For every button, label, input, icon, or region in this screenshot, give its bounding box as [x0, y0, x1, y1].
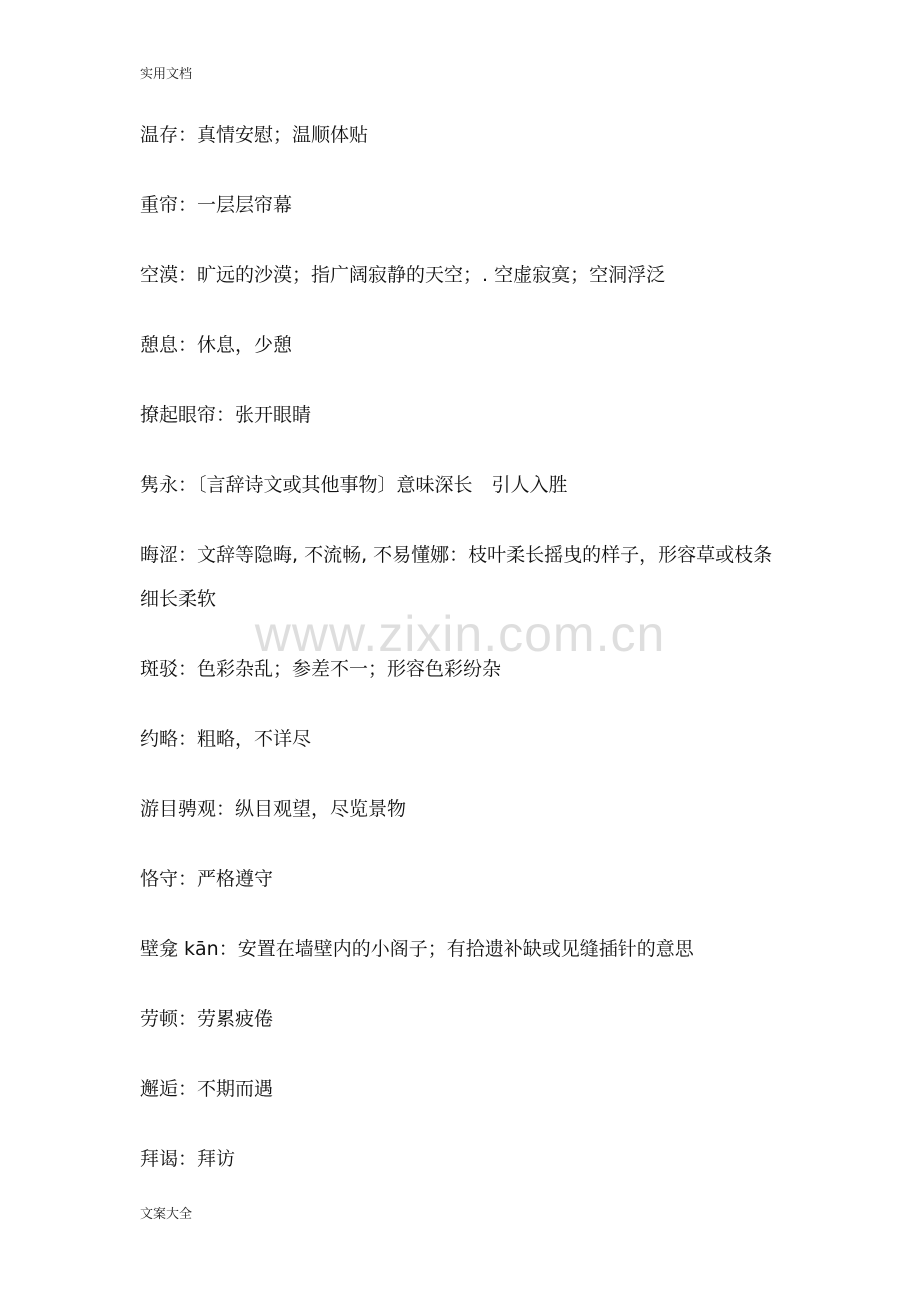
list-item: 斑驳：色彩杂乱；参差不一；形容色彩纷杂: [140, 658, 502, 680]
list-item: 劳顿：劳累疲倦: [140, 1008, 274, 1030]
watermark: www.zixin.com.cn: [254, 606, 666, 662]
list-item: 约略：粗略，不详尽: [140, 728, 312, 750]
vocabulary-list: [140, 122, 790, 1216]
list-item: 空漠：旷远的沙漠；指广阔寂静的天空；. 空虚寂寞；空洞浮泛: [140, 264, 666, 286]
list-item: 拜谒：拜访: [140, 1148, 236, 1170]
page-header: 实用文档: [140, 67, 193, 82]
list-item: 温存：真情安慰；温顺体贴: [140, 124, 369, 146]
list-item: 撩起眼帘：张开眼睛: [140, 404, 312, 426]
list-item: 憩息：休息，少憩: [140, 334, 293, 356]
list-item: 晦涩：文辞等隐晦, 不流畅, 不易懂娜：枝叶柔长摇曳的样子，形容草或枝条细长柔软: [140, 544, 773, 610]
list-item: 重帘：一层层帘幕: [140, 194, 293, 216]
list-item: 恪守：严格遵守: [140, 868, 274, 890]
list-item: 隽永：〔言辞诗文或其他事物〕意味深长 引人入胜: [140, 474, 568, 496]
list-item: 邂逅：不期而遇: [140, 1078, 274, 1100]
list-item: 游目骋观：纵目观望，尽览景物: [140, 798, 407, 820]
list-item: 壁龛 kān：安置在墙壁内的小阁子；有拾遗补缺或见缝插针的意思: [140, 938, 694, 960]
page-footer: 文案大全: [140, 1207, 193, 1222]
